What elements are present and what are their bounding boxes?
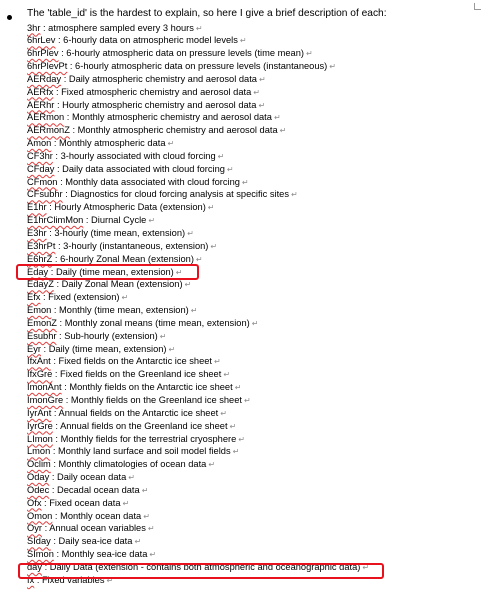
paragraph-mark-icon: ↵ [187, 229, 194, 238]
paragraph-mark-icon: ↵ [329, 62, 336, 72]
table-id-description: : Annual fields on the Greenland ice sheet [52, 420, 228, 431]
table-id-code: ImonAnt [27, 382, 62, 393]
paragraph-mark-icon: ↵ [305, 49, 313, 59]
table-id-code: CFsubhr [27, 189, 63, 200]
table-id-description: : Daily data associated with cloud forcing [54, 163, 225, 174]
table-id-list [27, 22, 369, 587]
list-item [27, 394, 369, 407]
table-id-code: CFday [27, 163, 55, 174]
list-item [27, 381, 369, 394]
paragraph-mark-icon: ↵ [148, 216, 156, 226]
table-id-description: : Monthly zonal means (time mean, extension) [56, 317, 250, 328]
table-id-description: : Annual fields on the Antarctic ice sheet [51, 407, 219, 418]
list-item [27, 214, 369, 227]
table-id-code: 3hr [27, 22, 41, 33]
table-id-description: : Daily Data (extension - contains both atmospheric and oceanographic data) [42, 561, 361, 572]
table-id-description: : Fixed ocean data [41, 497, 121, 508]
paragraph-mark-icon: ↵ [184, 280, 192, 290]
list-item [27, 73, 369, 86]
table-id-description: : Monthly sea-ice data [53, 549, 148, 560]
paragraph-mark-icon: ↵ [217, 151, 225, 161]
table-id-code: AERmonZ [27, 125, 70, 136]
list-item [27, 355, 369, 368]
bullet-point [7, 15, 12, 20]
table-id-description: : Annual ocean variables [41, 523, 146, 534]
list-item [27, 433, 369, 446]
paragraph-mark-icon: ↵ [234, 383, 242, 393]
list-item [27, 201, 369, 214]
paragraph-mark-icon: ↵ [362, 562, 370, 572]
list-item [27, 227, 369, 240]
paragraph-mark-icon: ↵ [243, 395, 251, 405]
table-id-code: SImon [27, 549, 54, 560]
paragraph-mark-icon: ↵ [210, 241, 218, 251]
paragraph-mark-icon: ↵ [258, 74, 266, 84]
paragraph-mark-icon: ↵ [175, 267, 183, 277]
table-id-description: : Fixed atmospheric chemistry and aerosol data [53, 86, 252, 97]
table-id-code: day [27, 561, 42, 572]
paragraph-mark-icon: ↵ [106, 575, 114, 585]
table-id-code: IyrGre [27, 420, 53, 431]
paragraph-mark-icon: ↵ [207, 203, 215, 213]
table-id-description: : 6-hourly atmospheric data on pressure levels (time mean) [58, 48, 304, 59]
table-id-code: 6hrPlev [27, 48, 59, 59]
table-id-description: : Monthly fields on the Antarctic ice sheet [61, 382, 233, 393]
list-item [27, 188, 369, 201]
list-item [27, 99, 369, 112]
paragraph-mark-icon: ↵ [241, 177, 249, 187]
paragraph-mark-icon: ↵ [253, 87, 260, 97]
list-item [27, 510, 369, 523]
paragraph-mark-icon: ↵ [168, 344, 176, 354]
intro-text: The 'table_id' is the hardest to explain, so here I give a brief description of each: [27, 8, 387, 19]
list-item [27, 124, 369, 137]
paragraph-mark-icon: ↵ [229, 421, 237, 431]
table-id-description: : 6-hourly data on atmospheric model levels [55, 35, 238, 46]
paragraph-mark-icon: ↵ [195, 254, 203, 264]
table-id-code: Esubhr [27, 330, 57, 341]
highlight-box-day [18, 563, 384, 579]
table-id-description: : Daily (time mean, extension) [40, 343, 167, 354]
table-id-description: : Hourly atmospheric chemistry and aerosol data [54, 99, 257, 110]
table-id-description: : Monthly atmospheric chemistry and aerosol data [64, 112, 272, 123]
list-item [27, 484, 369, 497]
paragraph-mark-icon: ↵ [128, 473, 135, 483]
list-item [27, 60, 369, 73]
table-id-description: : 3-hourly (time mean, extension) [46, 228, 186, 238]
table-id-code: AERfx [27, 86, 54, 97]
table-id-description: : Daily Zonal Mean (extension) [53, 279, 183, 290]
list-item [27, 163, 369, 176]
list-item [27, 34, 369, 47]
table-id-description: : 6-hourly atmospheric data on pressure levels (instantaneous) [67, 61, 328, 72]
paragraph-mark-icon: ↵ [208, 460, 216, 470]
table-id-code: SIday [27, 536, 51, 547]
table-id-code: Oclim [27, 459, 51, 470]
page-corner-mark [474, 3, 481, 10]
table-id-description: : Fixed (extension) [40, 292, 120, 303]
paragraph-mark-icon: ↵ [167, 139, 175, 149]
list-item [27, 497, 369, 510]
table-id-description: : Diagnostics for cloud forcing analysis at specific sites [62, 189, 289, 200]
table-id-code: AERmon [27, 112, 65, 123]
paragraph-mark-icon: ↵ [143, 511, 150, 521]
list-item [27, 407, 369, 420]
table-id-description: : Daily sea-ice data [50, 536, 133, 547]
table-id-code: Eday [27, 266, 49, 277]
list-item [27, 471, 369, 484]
paragraph-mark-icon: ↵ [141, 485, 149, 495]
paragraph-mark-icon: ↵ [273, 113, 281, 123]
paragraph-mark-icon: ↵ [134, 537, 142, 547]
table-id-code: E3hrPt [27, 240, 56, 251]
table-id-description: : Daily atmospheric chemistry and aerosol data [61, 73, 257, 84]
table-id-description: : 3-hourly associated with cloud forcing [52, 150, 216, 161]
table-id-code: AERday [27, 73, 62, 84]
table-id-code: fx [27, 574, 35, 585]
table-id-description: : Fixed variables [34, 574, 105, 585]
list-item [27, 278, 369, 291]
table-id-description: : Monthly fields for the terrestrial cryosphere [52, 433, 237, 444]
table-id-description: : 6-hourly Zonal Mean (extension) [52, 253, 194, 264]
table-id-description: : Daily (time mean, extension) [48, 266, 174, 277]
table-id-description: : Decadal ocean data [49, 484, 140, 495]
list-item [27, 86, 369, 99]
table-id-description: : Monthly atmospheric data [51, 138, 166, 149]
table-id-code: Omon [27, 510, 53, 521]
table-id-code: Amon [27, 138, 52, 149]
list-item [27, 522, 369, 535]
table-id-description: : Hourly Atmospheric Data (extension) [46, 202, 206, 213]
paragraph-mark-icon: ↵ [226, 164, 234, 174]
paragraph-mark-icon: ↵ [214, 357, 221, 367]
list-item [27, 111, 369, 124]
table-id-code: ImonGre [27, 394, 64, 405]
list-item [27, 240, 369, 253]
paragraph-mark-icon: ↵ [195, 23, 203, 33]
table-id-code: IyrAnt [27, 407, 52, 418]
table-id-description: : Monthly fields on the Greenland ice sheet [63, 394, 242, 405]
table-id-code: Oday [27, 472, 50, 483]
list-item [27, 304, 369, 317]
list-item [27, 458, 369, 471]
list-item [27, 535, 369, 548]
table-id-code: AERhr [27, 99, 55, 110]
table-id-description: : Daily ocean data [49, 472, 127, 483]
list-item [27, 317, 369, 330]
paragraph-mark-icon: ↵ [149, 550, 157, 560]
table-id-code: E1hr [27, 202, 47, 213]
table-id-code: Efx [27, 292, 41, 303]
table-id-code: EdayZ [27, 279, 54, 290]
table-id-code: IfxGre [27, 369, 53, 380]
table-id-code: CF3hr [27, 150, 53, 161]
paragraph-mark-icon: ↵ [251, 318, 259, 328]
table-id-description: : Monthly ocean data [52, 510, 142, 521]
highlight-box-eday [16, 264, 199, 280]
list-item [27, 47, 369, 60]
table-id-code: Emon [27, 305, 52, 316]
table-id-description: : Monthly land surface and soil model fields [50, 446, 231, 457]
list-item [27, 330, 369, 343]
list-item [27, 176, 369, 189]
table-id-description: : atmosphere sampled every 3 hours [40, 22, 194, 33]
list-item [27, 150, 369, 163]
table-id-code: Oyr [27, 523, 42, 534]
paragraph-mark-icon: ↵ [122, 498, 130, 508]
table-id-code: Odec [27, 484, 50, 495]
table-id-description: : 3-hourly (instantaneous, extension) [55, 240, 209, 251]
table-id-description: : Monthly (time mean, extension) [51, 305, 189, 316]
paragraph-mark-icon: ↵ [232, 447, 240, 457]
paragraph-mark-icon: ↵ [220, 408, 227, 418]
paragraph-mark-icon: ↵ [121, 293, 129, 303]
paragraph-mark-icon: ↵ [290, 190, 298, 200]
paragraph-mark-icon: ↵ [190, 306, 198, 316]
paragraph-mark-icon: ↵ [147, 524, 155, 534]
table-id-description: : Fixed fields on the Greenland ice sheet [52, 369, 222, 380]
table-id-code: E3hr [27, 228, 47, 238]
table-id-code: IfxAnt [27, 356, 51, 367]
table-id-description: : Monthly climatologies of ocean data [50, 459, 207, 470]
list-item [27, 548, 369, 561]
list-item [27, 137, 369, 150]
table-id-description: : Monthly atmospheric chemistry and aerosol data [69, 125, 278, 136]
table-id-code: Eyr [27, 343, 41, 354]
paragraph-mark-icon: ↵ [223, 370, 231, 380]
table-id-code: E1hrClimMon [27, 215, 84, 226]
list-item [27, 343, 369, 356]
table-id-description: : Monthly data associated with cloud forcing [57, 176, 240, 187]
table-id-description: : Fixed fields on the Antarctic ice sheet [50, 356, 213, 367]
paragraph-mark-icon: ↵ [258, 100, 266, 110]
table-id-code: 6hrLev [27, 35, 56, 46]
paragraph-mark-icon: ↵ [239, 36, 247, 46]
table-id-code: EmonZ [27, 317, 57, 328]
table-id-code: LImon [27, 433, 53, 444]
paragraph-mark-icon: ↵ [159, 331, 167, 341]
list-item [27, 22, 369, 35]
list-item [27, 368, 369, 381]
table-id-code: CFmon [27, 176, 58, 187]
table-id-code: Ofx [27, 497, 42, 508]
table-id-description: : Diurnal Cycle [83, 215, 147, 226]
paragraph-mark-icon: ↵ [279, 126, 287, 136]
table-id-code: E6hrZ [27, 253, 53, 264]
paragraph-mark-icon: ↵ [238, 434, 245, 444]
table-id-description: : Sub-hourly (extension) [56, 330, 158, 341]
list-item [27, 445, 369, 458]
table-id-code: Lmon [27, 446, 51, 457]
list-item [27, 291, 369, 304]
table-id-code: 6hrPlevPt [27, 61, 68, 72]
list-item [27, 420, 369, 433]
